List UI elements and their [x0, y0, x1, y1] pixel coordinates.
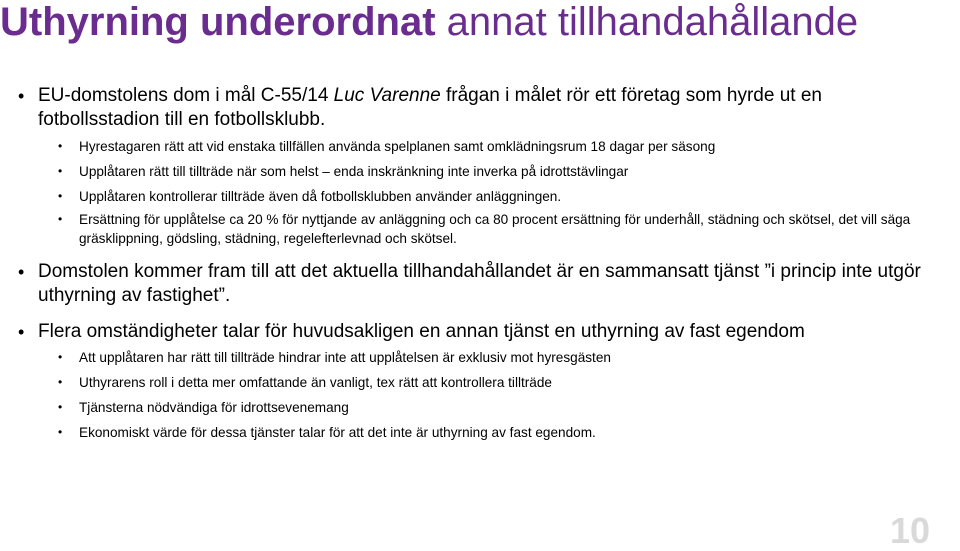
- sub-bullet: • Upplåtaren rätt till tillträde när som helst – enda inskränkning inte inverka på idrottstävlingar: [79, 162, 939, 181]
- sub-bullet: • Att upplåtaren har rätt till tillträde hindrar inte att upplåtelsen är exklusiv mot hyresgästen: [79, 348, 939, 367]
- sub-bullet: • Ekonomiskt värde för dessa tjänster talar för att det inte är uthyrning av fast egendom.: [79, 423, 939, 442]
- bullet-circumstances: • Flera omständigheter talar för huvudsakligen en annan tjänst en uthyrning av fast egendom: [38, 320, 938, 344]
- bullet-case-post: frågan i målet rör ett företag som hyrde ut en fotbollsstadion till en fotbollsklubb.: [38, 85, 822, 130]
- sub-bullet: • Ersättning för upplåtelse ca 20 % för nyttjande av anläggning och ca 80 procent ersättning för underhåll, städning och skötsel, det vill säga gräsklippning, gödsling, städning, regelefterlevnad och skötsel.: [79, 210, 939, 248]
- page-number: 10: [889, 510, 930, 551]
- sub-bullet: • Upplåtaren kontrollerar tillträde även då fotbollsklubben använder anläggningen.: [79, 187, 939, 206]
- bullet-case: [38, 84, 938, 132]
- bullet-conclusion: • Domstolen kommer fram till att det aktuella tillhandahållandet är en sammansatt tjänst ”i princip inte utgör uthyrning av fastighet”.: [38, 260, 938, 308]
- sub-bullet: • Uthyrarens roll i detta mer omfattande än vanligt, tex rätt att kontrollera tillträde: [79, 373, 939, 392]
- slide-title: [0, 0, 960, 48]
- slide-title-bold: Uthyrning underordnat: [0, 0, 436, 44]
- sub-bullet: • Tjänsterna nödvändiga för idrottsevenemang: [79, 398, 939, 417]
- slide-title-rest: annat tillhandahållande: [435, 0, 859, 44]
- bullet-case-pre: EU-domstolens dom i mål C-55/14: [38, 85, 334, 106]
- case-name: Luc Varenne: [333, 85, 441, 106]
- sub-bullet: • Hyrestagaren rätt att vid enstaka tillfällen använda spelplanen samt omklädningsrum 18 dagar per säsong: [79, 137, 939, 156]
